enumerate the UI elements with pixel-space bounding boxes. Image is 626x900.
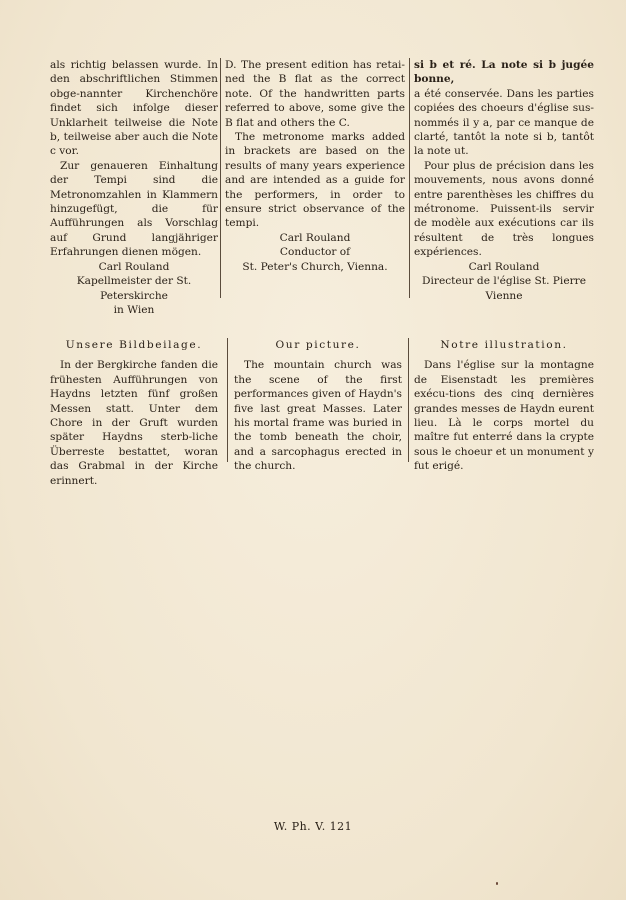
german-signature-place: in Wien <box>113 303 155 316</box>
english-paragraph-1: D. The present edition has retai-ned the B flat as the correct note. Of the handwritten parts referred to above, some give the B flat and others the C. <box>225 59 405 129</box>
french-paragraph-1: a été conservée. Dans les parties copiées des choeurs d'église sus-nommés il y a, par ce manque de clarté, tantôt la note si b, tantôt la note ut. <box>414 87 594 158</box>
french-signature-title: Directeur de l'église St. Pierre <box>422 275 586 288</box>
column-divider <box>408 338 409 462</box>
german-paragraph-1: als richtig belassen wurde. In den abschriftlichen Stimmen obge-nannter Kirchenchöre findet sich infolge dieser Unklarheit teilweise die Note b, teilweise aber auch die Note c vor. <box>50 59 218 158</box>
french-notes-column <box>414 58 594 303</box>
german-signature-name: Carl Rouland <box>98 260 170 273</box>
catalog-number: W. Ph. V. 121 <box>273 820 353 833</box>
column-divider <box>227 338 228 462</box>
english-signature-title: Conductor of <box>279 246 351 259</box>
german-signature-title: Kapellmeister der St. Peterskirche <box>76 275 192 302</box>
english-picture-column <box>234 338 402 474</box>
german-picture-column <box>50 338 218 488</box>
column-divider <box>220 58 221 298</box>
french-paragraph-1-bold: si b et ré. La note si b jugée bonne, <box>414 59 594 86</box>
english-picture-heading: Our picture. <box>275 339 361 351</box>
german-picture-text: In der Bergkirche fanden die frühesten Aufführungen von Haydns letzten fünf großen Messen statt. Unter dem Chore in der Gruft wurden später Haydns sterb-liche Überreste bestattet, woran das Grabmal in der Kirche erinnert. <box>50 359 218 487</box>
english-picture-text: The mountain church was the scene of the first performances given of Haydn's five last great Masses. Later his mortal frame was buried in the tomb beneath the choir, and a sarcophagus erected in the church. <box>234 359 402 473</box>
french-signature-place: Vienne <box>485 289 523 302</box>
french-paragraph-2: Pour plus de précision dans les mouvements, nous avons donné entre parenthèses les chiffres du métronome. Puissent-ils servir de modèle aux exécutions car ils résultent de très longues expériences. <box>414 159 594 259</box>
french-picture-heading: Notre illustration. <box>440 339 568 351</box>
german-notes-column <box>50 58 218 317</box>
german-picture-heading: Unsere Bildbeilage. <box>65 339 203 351</box>
english-paragraph-2: The metronome marks added in brackets are based on the results of many years experience and are intended as a guide for the performers, in order to ensure strict observance of the tempi. <box>225 131 405 230</box>
french-picture-text: Dans l'église sur la montagne de Eisenstadt les premières exécu-tions des cinq dernières grandes messes de Haydn eurent lieu. Là le corps mortel du maître fut enterré dans la crypte sous le choeur et un monument y fut erigé. <box>414 359 594 473</box>
french-signature-name: Carl Rouland <box>468 260 540 273</box>
english-signature-place: St. Peter's Church, Vienna. <box>242 260 388 273</box>
french-picture-column <box>414 338 594 474</box>
column-divider <box>409 58 410 298</box>
paper-speck <box>496 882 498 885</box>
german-paragraph-2: Zur genaueren Einhaltung der Tempi sind die Metronomzahlen in Klammern hinzugefügt, die für Aufführungen als Vorschlag auf Grund langjähriger Erfahrungen dienen mögen. <box>50 159 218 259</box>
english-signature-name: Carl Rouland <box>279 231 351 244</box>
english-notes-column <box>225 58 405 274</box>
